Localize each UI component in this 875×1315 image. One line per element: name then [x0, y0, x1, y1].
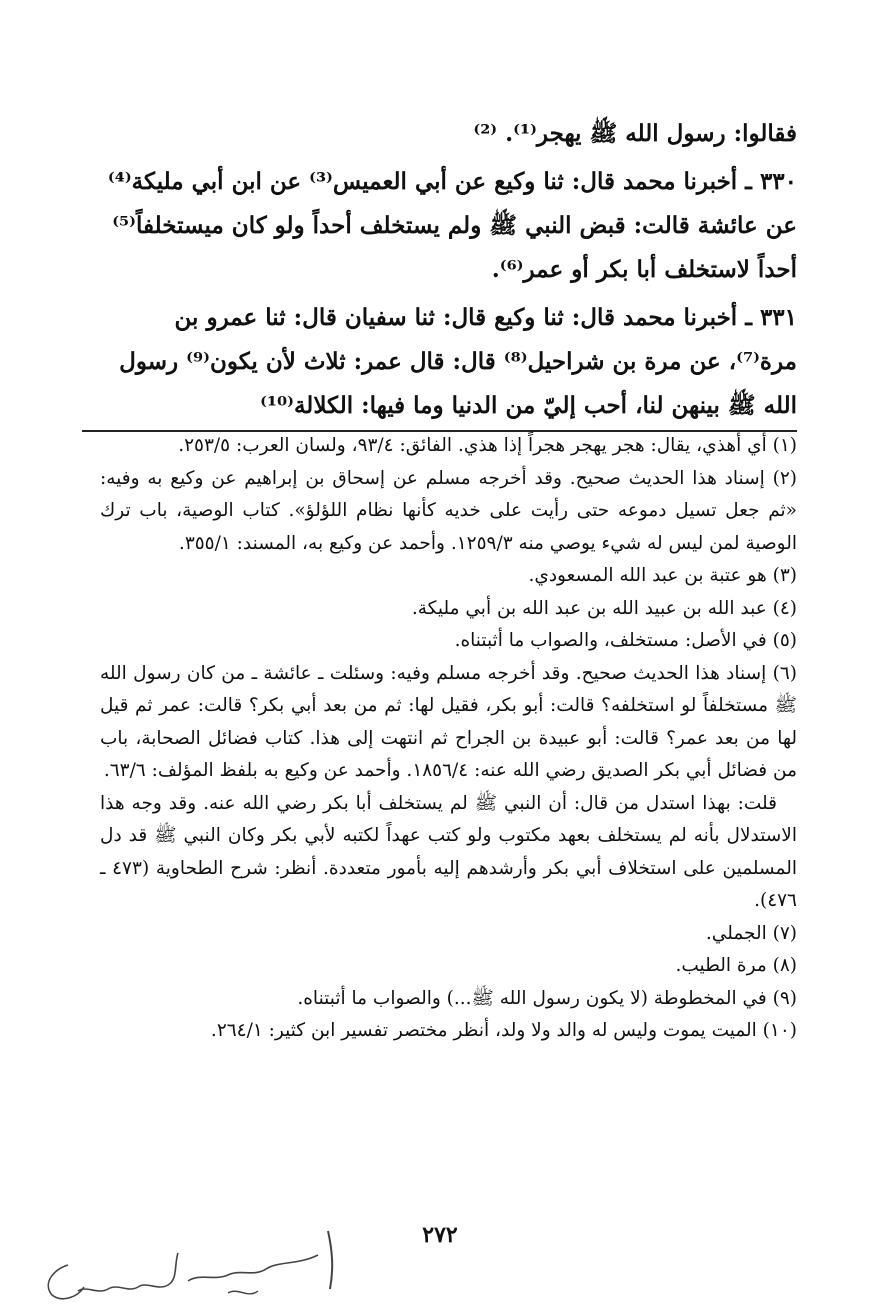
- footnote-10: (١٠) الميت يموت وليس له والد ولا ولد، أنظر مختصر تفسير ابن كثير: ٢٦٤/١.: [210, 1020, 797, 1041]
- footnote-6: (٦) إسناد هذا الحديث صحيح. وقد أخرجه مسلم وفيه: وسئلت ـ عائشة ـ من كان رسول الله ﷺ مستخلفاً لو استخلفه؟ قالت: أبو بكر، فقيل لها: ثم من بعد أبي بكر؟ قالت: عمر ثم قيل لها من بعد عمر؟ قالت: أبو عبيدة بن الجراح ثم انتهت إلى هذا. كتاب فضائل الصحابة، باب من فضائل أبي بكر الصديق رضي الله عنه: ١٨٥٦/٤. وأحمد عن وكيع به بلفظ المؤلف: ٦٣/٦.: [100, 662, 797, 781]
- footnote-6-comment: قلت: بهذا استدل من قال: أن النبي ﷺ لم يستخلف أبا بكر رضي الله عنه. وقد وجه هذا الاستدلال بأنه لم يستخلف بعهد مكتوب ولو كتب عهداً لكتبه لأبي بكر وكان النبي ﷺ قد دل المسلمين على استخلاف أبي بكر وأرشدهم إليه بأمور متعددة. أنظر: شرح الطحاوية (٤٧٣ ـ ٤٧٦).: [100, 792, 797, 911]
- footnote-8: (٨) مرة الطيب.: [675, 955, 797, 976]
- footnote-3: (٣) هو عتبة بن عبد الله المسعودي.: [528, 565, 797, 586]
- footnote-9: (٩) في المخطوطة (لا يكون رسول الله ﷺ...) والصواب ما أثبتناه.: [297, 987, 797, 1009]
- hadith-330: ٣٣٠ ـ أخبرنا محمد قال: ثنا وكيع عن أبي العميس⁽³⁾ عن ابن أبي مليكة⁽⁴⁾ عن عائشة قالت: قبض النبي ﷺ ولم يستخلف أحداً ولو كان ميستخلفاً⁽⁵⁾ أحداً لاستخلف أبا بكر أو عمر⁽⁶⁾.: [107, 168, 797, 283]
- footnote-5: (٥) في الأصل: مستخلف، والصواب ما أثبتناه.: [454, 630, 797, 651]
- hadith-331: ٣٣١ ـ أخبرنا محمد قال: ثنا وكيع قال: ثنا سفيان قال: ثنا عمرو بن مرة⁽⁷⁾، عن مرة بن شراحيل⁽⁸⁾ قال: قال عمر: ثلاث لأن يكون⁽⁹⁾ رسول الله ﷺ بينهن لنا، أحب إليّ من الدنيا وما فيها: الكلالة⁽¹⁰⁾: [119, 304, 797, 419]
- footnote-7: (٧) الجملي.: [705, 922, 797, 944]
- text-line: فقالوا: رسول الله ﷺ يهجر⁽¹⁾. ⁽²⁾: [473, 120, 797, 147]
- footnote-2: (٢) إسناد هذا الحديث صحيح. وقد أخرجه مسلم عن إسحاق بن إبراهيم عن وكيع به وفيه: «ثم جعل تسيل دموعه حتى رأيت على خديه كأنها نظام اللؤلؤ». كتاب الوصية، باب ترك الوصية لمن ليس له شيء يوصي منه ١٢٥٩/٣. وأحمد عن وكيع به، المسند: ٣٥٥/١.: [100, 467, 797, 554]
- handwritten-annotation: [28, 1225, 358, 1305]
- footnote-4: (٤) عبد الله بن عبيد الله بن عبد الله بن أبي مليكة.: [411, 597, 797, 619]
- page-number: ٢٧٢: [422, 1222, 458, 1248]
- footnotes: [100, 430, 797, 1048]
- main-text: [100, 112, 797, 428]
- footnote-1: (١) أي أهذي، يقال: هجر يهجر هجراً إذا هذي. الفائق: ٩٣/٤، ولسان العرب: ٢٥٣/٥.: [178, 435, 797, 456]
